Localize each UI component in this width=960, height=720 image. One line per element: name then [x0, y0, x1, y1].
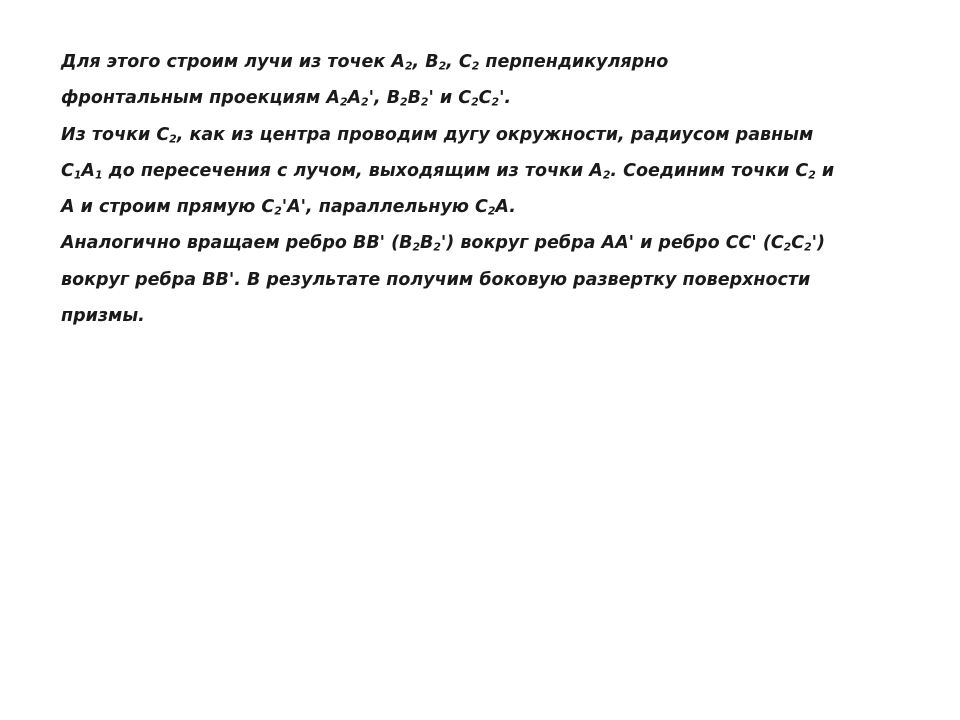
text-run: C — [61, 160, 74, 181]
text-line-8 — [61, 298, 951, 334]
text-run: , C — [446, 52, 472, 72]
subscript: 2 — [471, 96, 479, 109]
text-run: 'A', параллельную C — [281, 197, 488, 218]
text-line-5 — [61, 189, 951, 225]
text-run: ') — [811, 233, 825, 254]
text-run: вокруг ребра BB'. В результате получим боковую развертку поверхности — [61, 269, 811, 290]
subscript: 2 — [471, 59, 480, 73]
text-run: B — [420, 233, 434, 254]
subscript: 2 — [602, 168, 611, 182]
subscript: 2 — [438, 59, 447, 73]
text-run: перпендикулярно — [479, 52, 669, 72]
subscript: 2 — [808, 168, 816, 182]
text-run: . Соединим точки C — [610, 160, 809, 181]
subscript: 2 — [404, 59, 413, 73]
text-run: '. — [499, 88, 512, 109]
subscript: 2 — [804, 241, 812, 255]
text-run: Для этого строим лучи из точек A — [61, 52, 405, 72]
text-line-7 — [61, 262, 951, 298]
text-run: A. — [495, 197, 516, 218]
text-run: , как из центра проводим дугу окружности, радиусом равным — [176, 124, 814, 145]
text-run: C — [478, 88, 492, 109]
subscript: 2 — [361, 96, 369, 109]
subscript: 1 — [94, 168, 103, 182]
subscript: 2 — [491, 96, 500, 109]
text-run: B — [407, 88, 421, 109]
text-line-6 — [61, 225, 951, 261]
subscript: 2 — [274, 204, 282, 218]
text-run: Из точки C — [61, 124, 170, 145]
text-run: фронтальным проекциям A — [61, 88, 340, 109]
text-run: и — [815, 160, 835, 181]
text-line-2 — [61, 80, 951, 116]
subscript: 2 — [400, 96, 408, 109]
subscript: 2 — [339, 96, 348, 109]
subscript: 2 — [783, 241, 792, 255]
text-run: до пересечения с лучом, выходящим из точки A — [102, 160, 603, 181]
subscript: 2 — [169, 132, 177, 146]
text-run: , B — [412, 52, 439, 72]
text-run: C — [791, 233, 805, 254]
text-run: A — [347, 88, 362, 109]
text-run: ') вокруг ребра AA' и ребро CC' (C — [440, 233, 784, 254]
text-run: Аналогично вращаем ребро BB' (B — [61, 233, 413, 254]
text-line-4 — [61, 153, 951, 189]
text-run: ' и C — [428, 88, 472, 109]
subscript: 2 — [433, 241, 441, 255]
subscript: 2 — [487, 204, 496, 218]
text-run: ', B — [368, 88, 401, 109]
body-text — [61, 44, 951, 334]
text-run: A — [81, 160, 95, 181]
subscript: 2 — [412, 241, 421, 255]
text-run: призмы. — [61, 306, 145, 327]
text-line-3 — [61, 117, 951, 153]
subscript: 2 — [420, 96, 429, 109]
text-run: A и строим прямую C — [61, 197, 275, 218]
subscript: 1 — [73, 168, 82, 182]
text-line-1 — [61, 44, 951, 80]
